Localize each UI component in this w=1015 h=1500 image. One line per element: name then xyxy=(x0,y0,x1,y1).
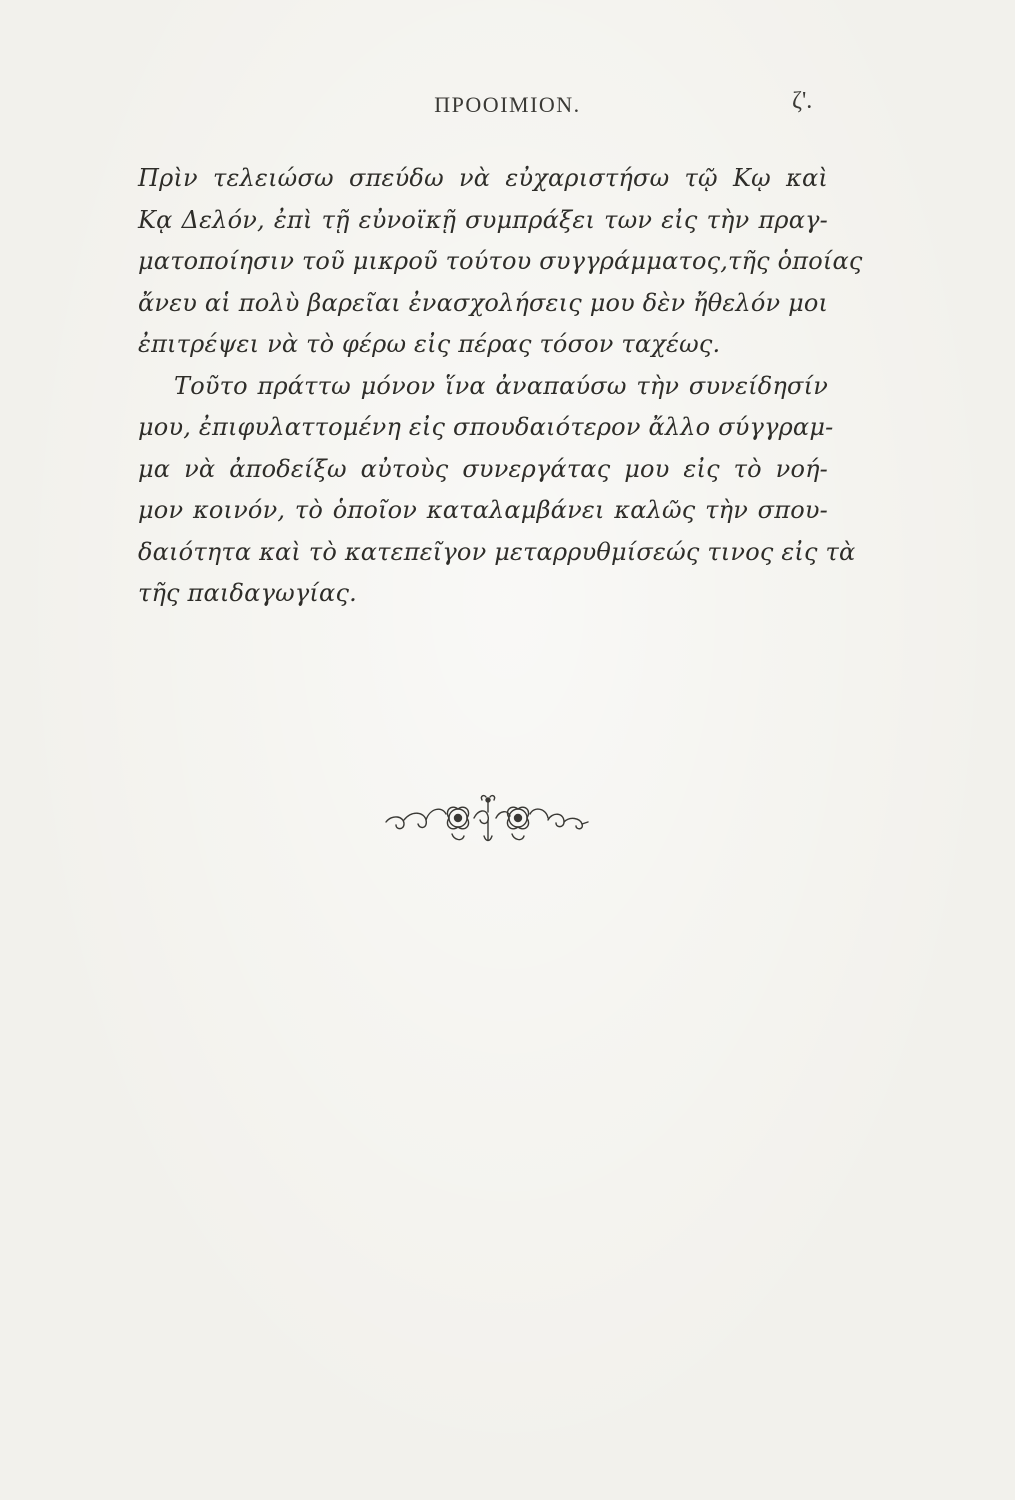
text-line: δαιότητα καὶ τὸ κατεπεῖγον μεταρρυθμίσεώς τινος εἰς τὰ xyxy=(138,537,856,566)
text-line: μον κοινόν, τὸ ὁποῖον καταλαμβάνει καλῶς τὴν σπου- xyxy=(138,496,828,524)
running-title: ΠΡΟΟΙΜΙΟΝ. xyxy=(434,92,581,117)
text-line: μα νὰ ἀποδείξω αὐτοὺς συνεργάτας μου εἰς τὸ νοή- xyxy=(138,454,828,483)
text-line: μου, ἐπιφυλαττομένη εἰς σπουδαιότερον ἄλλο σύγγραμ- xyxy=(138,413,834,441)
text-line: ἄνευ αἱ πολὺ βαρεῖαι ἐνασχολήσεις μου δὲν ἤθελόν μοι xyxy=(138,288,829,317)
text-line: Πρὶν τελειώσω σπεύδω νὰ εὐχαριστήσω τῷ Κῳ καὶ xyxy=(138,164,828,192)
page-number: ζ'. xyxy=(792,88,813,114)
floral-tailpiece-ornament-icon xyxy=(382,790,592,850)
text-line: τῆς παιδαγωγίας. xyxy=(138,579,357,607)
text-line: ματοποίησιν τοῦ μικροῦ τούτου συγγράμματος,τῆς ὁποίας xyxy=(138,247,863,275)
text-line: ἐπιτρέψει νὰ τὸ φέρω εἰς πέρας τόσον ταχέως. xyxy=(138,330,721,358)
text-line: Τοῦτο πράττω μόνον ἵνα ἀναπαύσω τὴν συνείδησίν xyxy=(174,371,828,400)
text-line: Κᾳ Δελόν, ἐπὶ τῇ εὐνοϊκῇ συμπράξει των εἰς τὴν πραγ- xyxy=(138,205,828,234)
body-text xyxy=(138,158,863,615)
